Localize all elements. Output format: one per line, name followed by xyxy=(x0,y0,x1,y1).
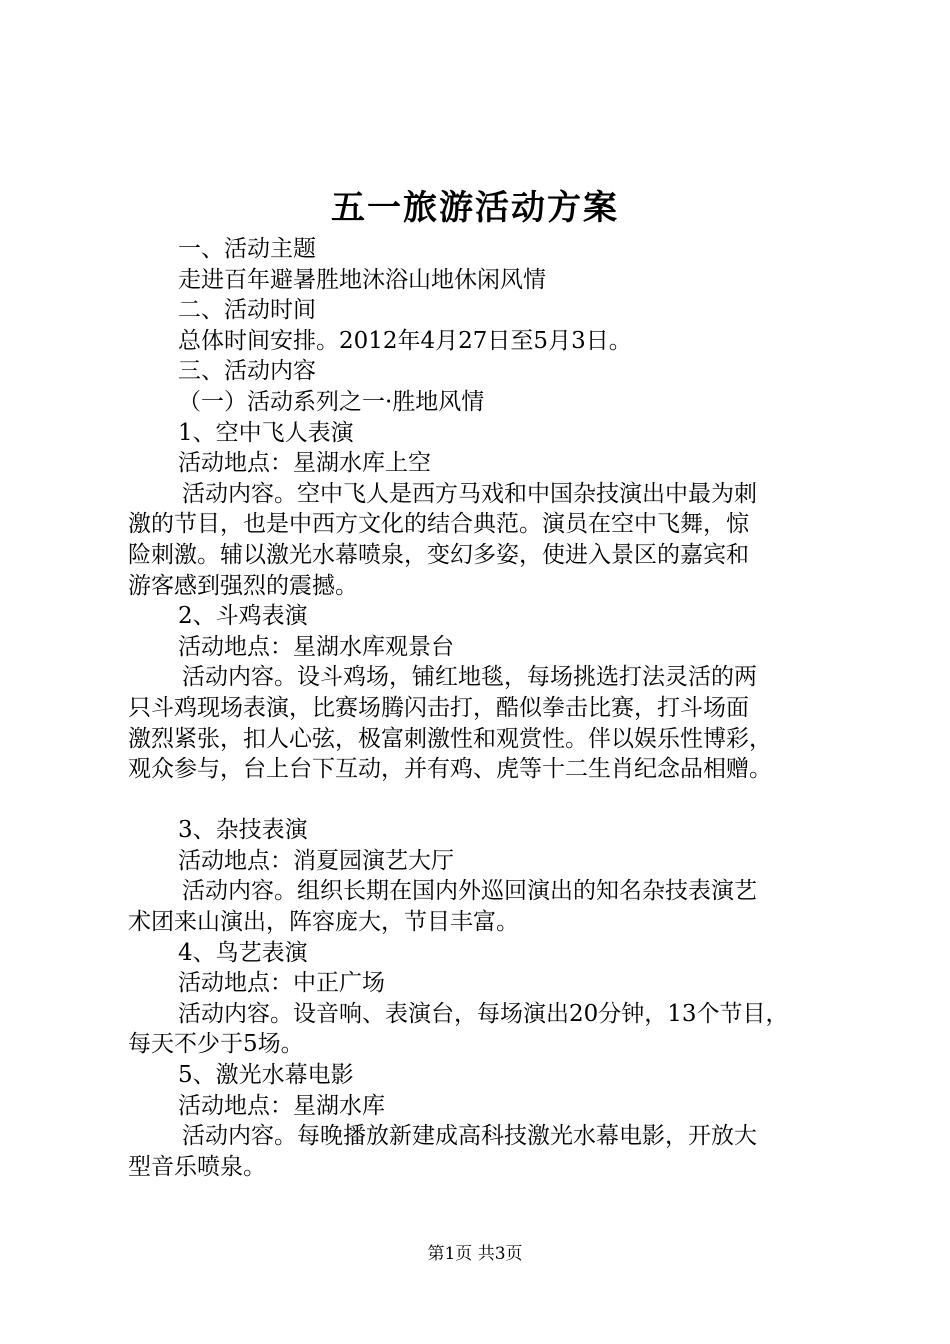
paragraph-line: 2、斗鸡表演 xyxy=(178,603,308,630)
paragraph-line: 活动地点：中正广场 xyxy=(178,970,385,997)
paragraph-line: 活动内容。每晚播放新建成高科技激光水幕电影，开放大 xyxy=(182,1123,757,1150)
document-body xyxy=(128,234,828,1182)
paragraph-line: 走进百年避暑胜地沐浴山地休闲风情 xyxy=(178,266,546,293)
blank-line xyxy=(128,785,828,816)
paragraph-line: （一）活动系列之一·胜地风情 xyxy=(178,388,485,415)
paragraph-line: 二、活动时间 xyxy=(178,297,316,324)
paragraph-line: 1、空中飞人表演 xyxy=(178,419,354,446)
paragraph-line: 术团来山演出，阵容庞大，节目丰富。 xyxy=(128,909,519,936)
paragraph-line: 活动内容。空中飞人是西方马戏和中国杂技演出中最为刺 xyxy=(182,480,757,507)
paragraph-line: 活动内容。设音响、表演台，每场演出20分钟，13个节目， xyxy=(178,1000,789,1027)
paragraph-line: 3、杂技表演 xyxy=(178,817,308,844)
paragraph-line: 险刺激。辅以激光水幕喷泉，变幻多姿，使进入景区的嘉宾和 xyxy=(128,541,749,568)
paragraph-line: 观众参与，台上台下互动，并有鸡、虎等十二生肖纪念品相赠。 xyxy=(128,756,772,783)
paragraph-line: 总体时间安排。2012年4月27日至5月3日。 xyxy=(178,327,632,354)
paragraph-line: 4、鸟艺表演 xyxy=(178,939,308,966)
paragraph-line: 活动地点：星湖水库上空 xyxy=(178,450,431,477)
paragraph-line: 5、激光水幕电影 xyxy=(178,1062,354,1089)
paragraph-line: 一、活动主题 xyxy=(178,236,316,262)
document-title: 五一旅游活动方案 xyxy=(331,188,619,228)
paragraph-line: 激的节目，也是中西方文化的结合典范。演员在空中飞舞，惊 xyxy=(128,511,749,538)
paragraph-line: 每天不少于5场。 xyxy=(128,1031,304,1058)
paragraph-line: 型音乐喷泉。 xyxy=(128,1153,266,1180)
paragraph-line: 游客感到强烈的震撼。 xyxy=(128,572,358,599)
paragraph-line: 三、活动内容 xyxy=(178,358,316,385)
paragraph-line: 活动内容。组织长期在国内外巡回演出的知名杂技表演艺 xyxy=(182,878,757,905)
paragraph-line: 活动地点：消夏园演艺大厅 xyxy=(178,847,454,874)
paragraph-line: 只斗鸡现场表演，比赛场腾闪击打，酷似拳击比赛，打斗场面 xyxy=(128,694,749,721)
page-footer: 第1页 共3页 xyxy=(427,1244,523,1264)
paragraph-line: 活动内容。设斗鸡场，铺红地毯，每场挑选打法灵活的两 xyxy=(182,664,757,691)
paragraph-line: 激烈紧张，扣人心弦，极富刺激性和观赏性。伴以娱乐性博彩， xyxy=(128,725,772,752)
paragraph-line: 活动地点：星湖水库观景台 xyxy=(178,633,454,660)
paragraph-line: 活动地点：星湖水库 xyxy=(178,1092,385,1119)
